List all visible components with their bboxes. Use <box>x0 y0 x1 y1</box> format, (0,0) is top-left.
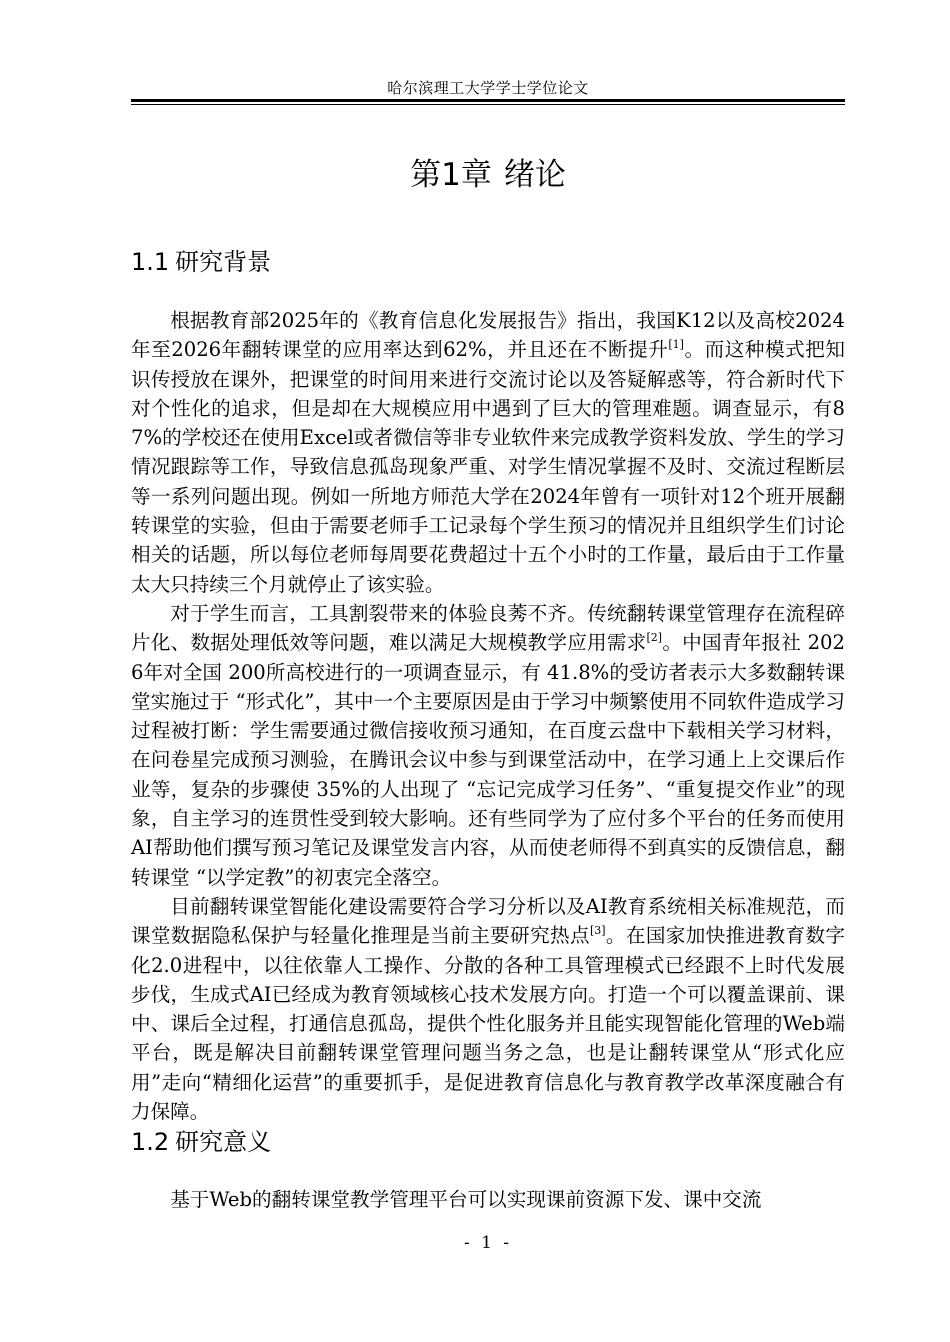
page-number: - 1 - <box>463 1233 513 1253</box>
section-heading-1-2 <box>131 1126 271 1158</box>
section-number: 1.2 <box>131 1128 170 1156</box>
section-name: 研究意义 <box>175 1128 272 1156</box>
citation-ref: [2] <box>646 631 663 645</box>
citation-ref: [3] <box>589 924 606 938</box>
section-number: 1.1 <box>131 248 170 276</box>
chapter-number: 第1章 <box>410 157 492 193</box>
citation-ref: [1] <box>668 338 684 352</box>
paragraph: 基于Web的翻转课堂教学管理平台可以实现课前资源下发、课中交流 <box>170 1188 762 1211</box>
header-rule-thick <box>131 99 845 102</box>
section-1-2-body <box>131 1185 845 1214</box>
section-heading-1-1 <box>131 246 271 278</box>
section-1-1-body <box>131 306 845 1126</box>
chapter-title <box>131 153 845 197</box>
running-header: 哈尔滨理工大学学士学位论文 <box>387 79 589 97</box>
section-name: 研究背景 <box>175 248 272 276</box>
paragraph: 根据教育部2025年的《教育信息化发展报告》指出，我国K12以及高校2024年至2026年翻转课堂的应用率达到62%，并且还在不断提升[1]。而这种模式把知识传授放在课外，把课堂的时间用来进行交流讨论以及答疑解惑等，符合新时代下对个性化的追求，但是却在大规模应用中遇到了巨大的管理难题。调查显示，有87%的学校还在使用Excel或者微信等非专业软件来完成教学资料发放、学生的学习情况跟踪等工作，导致信息孤岛现象严重、对学生情况掌握不及时、交流过程断层等一系列问题出现。例如一所地方师范大学在2024年曾有一项针对12个班开展翻转课堂的实验，但由于需要老师手工记录每个学生预习的情况并且组织学生们讨论相关的话题，所以每位老师每周要花费超过十五个小时的工作量，最后由于工作量太大只持续三个月就停止了该实验。 <box>131 309 845 596</box>
header-rule-thin <box>131 104 845 105</box>
paragraph: 目前翻转课堂智能化建设需要符合学习分析以及AI教育系统相关标准规范，而课堂数据隐私保护与轻量化推理是当前主要研究热点[3]。在国家加快推进教育数字化2.0进程中，以往依靠人工操作、分散的各种工具管理模式已经跟不上时代发展步伐，生成式AI已经成为教育领域核心技术发展方向。打造一个可以覆盖课前、课中、课后全过程，打通信息孤岛，提供个性化服务并且能实现智能化管理的Web端平台，既是解决目前翻转课堂管理问题当务之急，也是让翻转课堂从“形式化应用”走向“精细化运营”的重要抓手，是促进教育信息化与教育教学改革深度融合有力保障。 <box>131 894 846 1124</box>
paragraph: 对于学生而言，工具割裂带来的体验良莠不齐。传统翻转课堂管理存在流程碎片化、数据处理低效等问题，难以满足大规模教学应用需求[2]。中国青年报社 2026年对全国 200所高校进行的一项调查显示，有 41.8%的受访者表示大多数翻转课堂实施过于 “形式化”，其中一个主要原因是由于学习中频繁使用不同软件造成学习过程被打断：学生需要通过微信接收预习通知，在百度云盘中下载相关学习材料，在问卷星完成预习测验，在腾讯会议中参与到课堂活动中，在学习通上上交课后作业等，复杂的步骤使 35%的人出现了 “忘记完成学习任务”、“重复提交作业”的现象，自主学习的连贯性受到较大影响。还有些同学为了应付多个平台的任务而使用 AI帮助他们撰写预习笔记及课堂发言内容，从而使老师得不到真实的反馈信息，翻转课堂 “以学定教”的初衷完全落空。 <box>131 601 845 889</box>
chapter-name: 绪论 <box>503 157 566 193</box>
